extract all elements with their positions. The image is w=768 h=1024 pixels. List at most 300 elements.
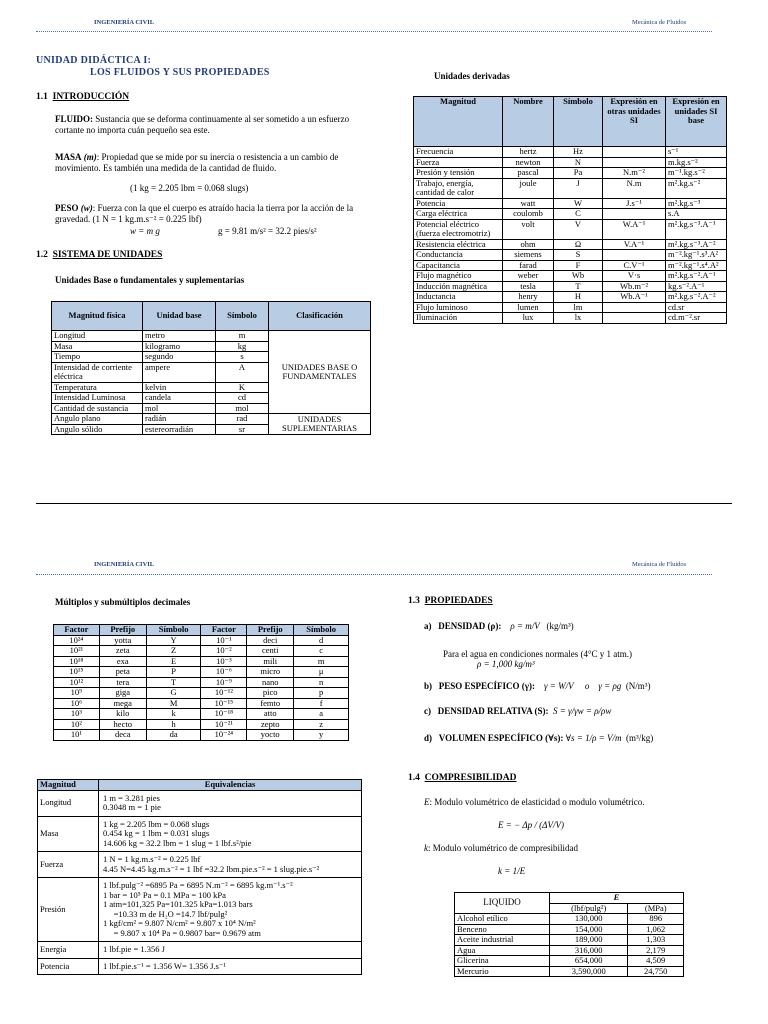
fluido-definition: [55, 114, 363, 136]
equivalence-line: 1 bar = 10⁵ Pa = 0.1 MPa = 100 kPa: [103, 889, 226, 900]
table-cell: 3,590,000: [550, 966, 628, 977]
equivalence-line: 0.454 kg = 1 lbm = 0.031 slugs: [103, 828, 210, 838]
table-cell: newton: [503, 157, 554, 168]
table-cell: m².kg.s⁻³: [666, 198, 727, 209]
column-header: LIQUIDO: [455, 893, 550, 914]
equivalence-magnitude: Masa: [38, 816, 99, 852]
property-specific-volume: [424, 733, 653, 744]
table-cell: Presión y tensión: [414, 168, 503, 179]
table-cell: mol: [143, 403, 216, 414]
table-row: [54, 635, 349, 646]
column-header: Símbolo: [294, 625, 349, 636]
table-cell: exa: [99, 656, 146, 667]
item-label: d): [424, 733, 433, 743]
table-cell: peta: [99, 667, 146, 678]
table-cell: [603, 147, 666, 158]
peso-text: : Fuerza con la que el cuerpo es atraído hacia la tierra por la acción de la gravedad. (1 N = 1 kg.m.s⁻² = 0.225 lbf): [55, 203, 354, 224]
or-text: o: [584, 681, 590, 691]
equivalence-line: 1 lbf.pie = 1.356 J: [103, 944, 165, 954]
table-cell: N.m: [603, 178, 666, 198]
table-row: [54, 688, 349, 699]
table-cell: nano: [247, 677, 294, 688]
base-units-table: [51, 301, 371, 435]
table-cell: micro: [247, 667, 294, 678]
column-header: (lbf/pulg²): [550, 903, 628, 914]
e-definition: [424, 797, 644, 808]
table-cell: hertz: [503, 147, 554, 158]
equivalence-line: 4.45 N=4.45 kg.m.s⁻² = 1 lbf =32.2 lbm.pie.s⁻² = 1 slug.pie.s⁻²: [103, 863, 320, 874]
table-cell: W.A⁻¹: [603, 219, 666, 239]
table-cell: 10⁹: [54, 688, 100, 699]
multiples-title: Múltiplos y submúltiplos decimales: [55, 597, 191, 607]
table-cell: ohm: [503, 239, 554, 250]
table-cell: P: [146, 667, 201, 678]
table-row: [414, 302, 727, 313]
section-1-3-heading: [408, 596, 493, 606]
table-row: [54, 698, 349, 709]
table-cell: 10²: [54, 719, 100, 730]
table-cell: pico: [247, 688, 294, 699]
table-cell: Wb: [554, 271, 603, 282]
equivalence-lines: [99, 878, 362, 942]
table-cell: Iluminación: [414, 313, 503, 324]
column-header: Magnitud física: [52, 302, 143, 331]
base-units-subtitle: Unidades Base o fundamentales y suplementarias: [55, 275, 245, 285]
table-cell: c: [294, 646, 349, 657]
table-cell: ampere: [143, 362, 216, 382]
table-cell: 10²⁴: [54, 635, 100, 646]
table-cell: estereorradián: [143, 424, 216, 435]
equivalence-lines: [99, 958, 362, 975]
unit-title: UNIDAD DIDÁCTICA I:: [36, 55, 152, 66]
table-cell: Intensidad de corriente eléctrica: [52, 362, 143, 382]
table-cell: farad: [503, 260, 554, 271]
column-header: Símbolo: [216, 302, 269, 331]
table-cell: zepto: [247, 719, 294, 730]
table-cell: f: [294, 698, 349, 709]
table-row: [54, 646, 349, 657]
compressibility-table: [454, 892, 684, 977]
table-cell: h: [146, 719, 201, 730]
table-row: [455, 924, 684, 935]
table-cell: henry: [503, 292, 554, 303]
table-cell: [603, 250, 666, 261]
section-1-4-heading: [408, 773, 516, 783]
symbol: E: [424, 797, 430, 807]
table-row: [54, 709, 349, 720]
table-cell: Resistencia eléctrica: [414, 239, 503, 250]
formula: ρ = m/V: [510, 621, 540, 631]
table-cell: Potencial eléctrico (fuerza electromotriz): [414, 219, 503, 239]
table-cell: volt: [503, 219, 554, 239]
table-cell: G: [146, 688, 201, 699]
table-cell: 10⁻¹⁸: [201, 709, 247, 720]
table-cell: 896: [628, 914, 684, 925]
table-cell: m⁻².kg⁻¹.s³.A²: [666, 250, 727, 261]
table-cell: k: [146, 709, 201, 720]
k-formula: k = 1/E: [498, 866, 526, 876]
column-header: Expresión en otras unidades SI: [603, 97, 666, 147]
table-cell: Masa: [52, 341, 143, 352]
equivalence-magnitude: Presión: [38, 878, 99, 942]
equivalence-line: 1 lbf.pie.s⁻¹ = 1.356 W= 1.356 J.s⁻¹: [103, 960, 226, 971]
table-cell: Angulo sólido: [52, 424, 143, 435]
table-cell: kelvin: [143, 382, 216, 393]
equivalence-lines: [99, 852, 362, 878]
table-cell: 10⁻²¹: [201, 719, 247, 730]
derived-units-title: Unidades derivadas: [434, 71, 510, 81]
table-cell: 10⁻¹⁵: [201, 698, 247, 709]
table-cell: Longitud: [52, 331, 143, 342]
equivalence-lines: [99, 790, 362, 816]
table-cell: Capacitancia: [414, 260, 503, 271]
table-cell: Intensidad Luminosa: [52, 393, 143, 404]
table-cell: Aceite industrial: [455, 935, 550, 946]
table-cell: S: [554, 250, 603, 261]
section-title: PROPIEDADES: [424, 596, 493, 606]
section-title: INTRODUCCIÓN: [52, 92, 130, 102]
gravity-equation: g = 9.81 m/s² = 32.2 pies/s²: [218, 226, 317, 236]
equivalences-table: [37, 779, 362, 975]
column-header: (MPa): [628, 903, 684, 914]
table-cell: N.m⁻²: [603, 168, 666, 179]
table-cell: Flujo magnético: [414, 271, 503, 282]
table-cell: 10³: [54, 709, 100, 720]
table-cell: hecto: [99, 719, 146, 730]
table-cell: V: [554, 219, 603, 239]
table-row: [38, 816, 362, 852]
table-row: [414, 209, 727, 220]
table-cell: 154,000: [550, 924, 628, 935]
table-cell: 10¹: [54, 730, 100, 741]
page1-header-right: Mecánica de Fluidos: [632, 19, 687, 26]
derived-units-table: [413, 96, 727, 324]
property-specific-weight: [424, 681, 651, 692]
column-header: Factor: [54, 625, 100, 636]
table-row: [414, 250, 727, 261]
column-header: Prefijo: [99, 625, 146, 636]
table-cell: Alcohol etílico: [455, 914, 550, 925]
equivalence-magnitude: Energía: [38, 942, 99, 959]
table-cell: deci: [247, 635, 294, 646]
table-cell: Mercurio: [455, 966, 550, 977]
table-cell: a: [294, 709, 349, 720]
property-density: [424, 621, 574, 632]
table-cell: 10¹²: [54, 677, 100, 688]
table-cell: p: [294, 688, 349, 699]
table-cell: d: [294, 635, 349, 646]
table-cell: tesla: [503, 281, 554, 292]
table-cell: giga: [99, 688, 146, 699]
table-cell: da: [146, 730, 201, 741]
table-cell: J.s⁻¹: [603, 198, 666, 209]
table-cell: Agua: [455, 945, 550, 956]
table-cell: 1,062: [628, 924, 684, 935]
equivalence-line: 1 kgf/cm² = 9.807 N/cm² = 9.807 x 10⁴ N/m²: [103, 918, 256, 928]
formula: ∀s = 1/ρ = V/m: [565, 733, 622, 743]
column-header: Prefijo: [247, 625, 294, 636]
multiples-table: [53, 624, 349, 741]
table-cell: cd.sr: [666, 302, 727, 313]
table-cell: weber: [503, 271, 554, 282]
table-row: [455, 945, 684, 956]
table-row: [54, 677, 349, 688]
table-cell: m².kg.s⁻².A⁻²: [666, 292, 727, 303]
table-row: [414, 313, 727, 324]
property-name: PESO ESPECÍFICO (γ):: [438, 681, 535, 691]
table-row: [455, 966, 684, 977]
table-cell: radián: [143, 414, 216, 425]
item-label: c): [424, 706, 431, 716]
unit: (m³/kg): [626, 733, 654, 743]
table-cell: 189,000: [550, 935, 628, 946]
table-cell: watt: [503, 198, 554, 209]
table-cell: 4,509: [628, 956, 684, 967]
table-row: [414, 219, 727, 239]
table-cell: siemens: [503, 250, 554, 261]
table-cell: Trabajo, energía, cantidad de calor: [414, 178, 503, 198]
table-cell: joule: [503, 178, 554, 198]
page2-header-left: INGENIERÍA CIVIL: [94, 561, 155, 568]
table-cell: F: [554, 260, 603, 271]
table-row: [414, 198, 727, 209]
formula: S = γ/γw = ρ/ρw: [552, 706, 612, 716]
equivalence-line: 0.3048 m = 1 pie: [103, 802, 161, 812]
equivalence-lines: [99, 942, 362, 959]
equivalence-magnitude: Longitud: [38, 790, 99, 816]
fluido-text: Sustancia que se deforma continuamente al ser sometido a un esfuerzo cortante no importa cuán pequeño sea este.: [55, 114, 350, 135]
table-row: [38, 790, 362, 816]
table-cell: deca: [99, 730, 146, 741]
formula: γ = W/V: [543, 681, 574, 691]
definition-text: : Modulo volumétrico de elasticidad o modulo volumétrico.: [429, 797, 645, 807]
masa-label: MASA: [55, 152, 82, 162]
table-cell: N: [554, 157, 603, 168]
table-cell: 10⁶: [54, 698, 100, 709]
column-header: Clasificación: [269, 302, 371, 331]
classification-supplementary: UNIDADES SUPLEMENTARIAS: [269, 414, 371, 435]
table-cell: segundo: [143, 352, 216, 363]
table-cell: [603, 209, 666, 220]
section-1-1-heading: [36, 92, 129, 102]
table-cell: kilogramo: [143, 341, 216, 352]
masa-equivalence: (1 kg = 2.205 lbm = 0.068 slugs): [130, 183, 249, 193]
table-row: [414, 271, 727, 282]
table-cell: m⁻².kg⁻¹.s⁴.A²: [666, 260, 727, 271]
masa-symbol: (m): [83, 152, 97, 162]
equivalence-line: 1 lbf.pulg⁻² =6895 Pa = 6895 N.m⁻² = 6895 kg.m⁻¹.s⁻²: [103, 880, 293, 890]
table-cell: Carga eléctrica: [414, 209, 503, 220]
table-cell: m⁻¹.kg.s⁻²: [666, 168, 727, 179]
table-row: [455, 935, 684, 946]
table-cell: Inductancia: [414, 292, 503, 303]
section-number: 1.2: [36, 250, 48, 260]
table-row: [52, 331, 371, 342]
table-cell: 10⁻¹²: [201, 688, 247, 699]
table-cell: 24,750: [628, 966, 684, 977]
property-name: DENSIDAD (ρ):: [438, 621, 502, 631]
table-cell: 1,303: [628, 935, 684, 946]
table-cell: Benceno: [455, 924, 550, 935]
symbol: k: [424, 843, 428, 853]
table-cell: 10¹⁸: [54, 656, 100, 667]
page-separator: [36, 503, 732, 504]
column-header: Magnitud: [414, 97, 503, 147]
equivalence-line: 1 kg = 2.205 lbm = 0.068 slugs: [103, 818, 210, 829]
table-cell: 10⁻²⁴: [201, 730, 247, 741]
table-cell: W: [554, 198, 603, 209]
section-title: COMPRESIBILIDAD: [424, 773, 517, 783]
table-cell: zeta: [99, 646, 146, 657]
table-row: [414, 292, 727, 303]
table-cell: atto: [247, 709, 294, 720]
table-cell: m: [294, 656, 349, 667]
table-cell: A: [216, 362, 269, 382]
table-cell: tera: [99, 677, 146, 688]
table-row: [455, 914, 684, 925]
item-label: a): [424, 621, 432, 631]
fluido-label: FLUIDO:: [55, 114, 93, 124]
table-row: [54, 730, 349, 741]
property-name: VOLUMEN ESPECÍFICO (∀s):: [438, 733, 564, 743]
definition-text: : Modulo volumétrico de compresibilidad: [428, 843, 578, 853]
table-row: [414, 157, 727, 168]
equivalence-magnitude: Potencia: [38, 958, 99, 975]
table-cell: [603, 157, 666, 168]
table-cell: Ω: [554, 239, 603, 250]
column-header: Expresión en unidades SI base: [666, 97, 727, 147]
table-cell: V·s: [603, 271, 666, 282]
table-cell: m.kg.s⁻²: [666, 157, 727, 168]
classification-base: UNIDADES BASE O FUNDAMENTALES: [269, 331, 371, 414]
equivalence-magnitude: Fuerza: [38, 852, 99, 878]
table-cell: [603, 302, 666, 313]
table-cell: Fuerza: [414, 157, 503, 168]
table-cell: centi: [247, 646, 294, 657]
table-cell: mega: [99, 698, 146, 709]
table-cell: T: [554, 281, 603, 292]
column-header: Símbolo: [554, 97, 603, 147]
table-cell: mili: [247, 656, 294, 667]
section-number: 1.4: [408, 773, 420, 783]
equivalence-line: 1 atm=101,325 Pa=101.325 kPa=1.013 bars: [103, 899, 253, 909]
table-cell: n: [294, 677, 349, 688]
table-row: [414, 260, 727, 271]
table-cell: femto: [247, 698, 294, 709]
column-header: Símbolo: [146, 625, 201, 636]
table-row: [414, 281, 727, 292]
table-cell: Potencia: [414, 198, 503, 209]
table-cell: rad: [216, 414, 269, 425]
table-cell: 10⁻²: [201, 646, 247, 657]
table-cell: mol: [216, 403, 269, 414]
table-cell: μ: [294, 667, 349, 678]
table-cell: Wb.m⁻²: [603, 281, 666, 292]
page2-header-rule: [36, 574, 712, 575]
peso-definition: [55, 203, 363, 225]
table-cell: lux: [503, 313, 554, 324]
table-row: [54, 719, 349, 730]
page2-header-right: Mecánica de Fluidos: [632, 561, 687, 568]
unit-subtitle: LOS FLUIDOS Y SUS PROPIEDADES: [90, 67, 270, 78]
table-cell: Conductancia: [414, 250, 503, 261]
table-cell: kilo: [99, 709, 146, 720]
equivalence-line: =10.33 m de H₂O =14.7 lbf/pulg²: [103, 908, 228, 919]
section-number: 1.3: [408, 596, 420, 606]
water-density-value: ρ = 1,000 kg/m³: [477, 659, 535, 669]
table-cell: 10¹⁵: [54, 667, 100, 678]
table-cell: K: [216, 382, 269, 393]
table-row: [54, 656, 349, 667]
table-cell: kg.s⁻².A⁻¹: [666, 281, 727, 292]
table-row: [414, 168, 727, 179]
table-cell: candela: [143, 393, 216, 404]
table-cell: Temperatura: [52, 382, 143, 393]
table-cell: sr: [216, 424, 269, 435]
masa-text: : Propiedad que se mide por su inercia o resistencia a un cambio de movimiento. Es también una medida de la cantidad de fluido.: [55, 152, 339, 173]
item-label: b): [424, 681, 433, 691]
column-header: Nombre: [503, 97, 554, 147]
table-cell: Frecuencia: [414, 147, 503, 158]
water-density-note: Para el agua en condiciones normales (4°C y 1 atm.): [443, 649, 633, 659]
table-cell: lm: [554, 302, 603, 313]
table-cell: Z: [146, 646, 201, 657]
table-row: [52, 414, 371, 425]
peso-label: PESO: [55, 203, 79, 213]
table-cell: J: [554, 178, 603, 198]
table-cell: cd: [216, 393, 269, 404]
table-cell: V.A⁻¹: [603, 239, 666, 250]
table-cell: H: [554, 292, 603, 303]
table-cell: Tiempo: [52, 352, 143, 363]
table-cell: Cantidad de sustancia: [52, 403, 143, 414]
table-row: [54, 667, 349, 678]
table-cell: E: [146, 656, 201, 667]
table-cell: Inducción magnética: [414, 281, 503, 292]
table-cell: m: [216, 331, 269, 342]
column-header: Factor: [201, 625, 247, 636]
table-cell: 316,000: [550, 945, 628, 956]
table-cell: lx: [554, 313, 603, 324]
property-name: DENSIDAD RELATIVA (S):: [437, 706, 549, 716]
table-cell: 654,000: [550, 956, 628, 967]
page1-header-rule: [36, 31, 712, 32]
table-cell: s⁻¹: [666, 147, 727, 158]
column-header: Equivalencias: [99, 780, 362, 791]
page1-header-left: INGENIERÍA CIVIL: [94, 19, 155, 26]
table-cell: coulomb: [503, 209, 554, 220]
table-cell: Glicerina: [455, 956, 550, 967]
column-header: E: [550, 893, 684, 904]
table-cell: 2,179: [628, 945, 684, 956]
table-cell: yotta: [99, 635, 146, 646]
table-cell: y: [294, 730, 349, 741]
equivalence-lines: [99, 816, 362, 852]
table-row: [38, 878, 362, 942]
table-cell: Angulo plano: [52, 414, 143, 425]
section-number: 1.1: [36, 92, 48, 102]
equivalence-line: 14.606 kg = 32.2 lbm = 1 slug = 1 lbf.s²/pie: [103, 837, 252, 848]
table-cell: 10⁻⁹: [201, 677, 247, 688]
table-cell: z: [294, 719, 349, 730]
formula: γ = ρg: [598, 681, 622, 691]
table-cell: kg: [216, 341, 269, 352]
table-row: [38, 958, 362, 975]
table-cell: 130,000: [550, 914, 628, 925]
section-1-2-heading: [36, 250, 162, 260]
peso-equation: w = m g: [130, 226, 160, 236]
table-row: [455, 956, 684, 967]
